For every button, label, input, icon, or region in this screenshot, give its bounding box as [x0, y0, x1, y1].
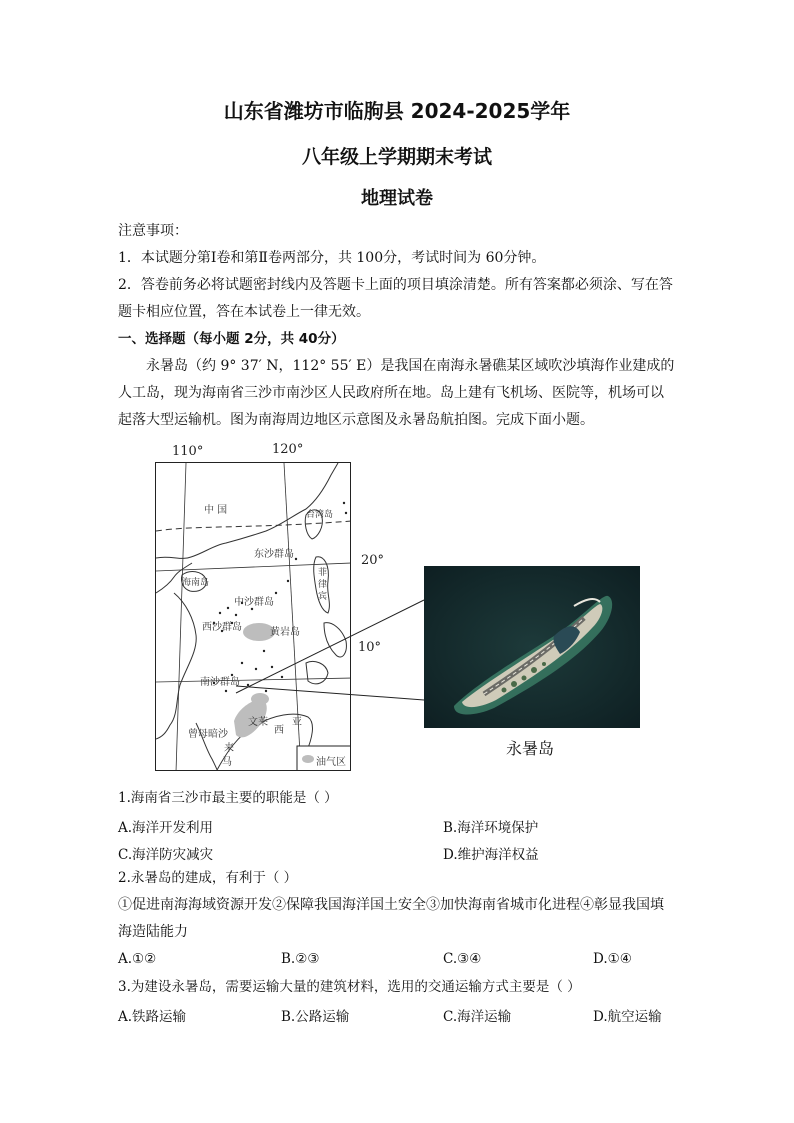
- label-malaysia-c: 西: [274, 725, 284, 736]
- label-zengmu: 曾母暗沙: [188, 729, 228, 740]
- label-dongsha: 东沙群岛: [254, 549, 294, 560]
- yongshu-island-photo: [424, 566, 640, 728]
- lon-120-label: 120°: [272, 442, 304, 457]
- lat-10-label: 10°: [358, 640, 382, 655]
- label-taiwan: 台湾岛: [306, 510, 334, 520]
- q2-option-c[interactable]: C.③④: [443, 951, 482, 967]
- q2-statements-a: ①促进南海海域资源开发②保障我国海洋国土安全③加快海南省城市化进程④彰显我国填: [118, 897, 664, 913]
- lat-20-label: 20°: [361, 553, 385, 568]
- label-malaysia-a: 马: [222, 757, 232, 768]
- q2-option-b[interactable]: B.②③: [281, 951, 320, 967]
- exam-title-line2: 八年级上学期期末考试: [301, 146, 492, 168]
- q2-option-d[interactable]: D.①④: [593, 951, 632, 967]
- label-zhongsha: 中沙群岛: [234, 597, 274, 608]
- q2-option-a[interactable]: A.①②: [118, 951, 157, 967]
- label-china: 中 国: [204, 505, 228, 516]
- q1-stem: 1.海南省三沙市最主要的职能是（ ）: [118, 790, 338, 806]
- q1-option-c[interactable]: C.海洋防灾减灾: [118, 847, 214, 863]
- q3-option-d[interactable]: D.航空运输: [593, 1009, 662, 1025]
- q2-stem: 2.永暑岛的建成，有利于（ ）: [118, 870, 298, 886]
- label-nansha: 南沙群岛: [200, 677, 240, 688]
- q3-option-b[interactable]: B.公路运输: [281, 1009, 350, 1025]
- q1-option-b[interactable]: B.海洋环境保护: [443, 820, 539, 836]
- label-philippines: 菲律宾: [318, 568, 328, 602]
- exam-title-line1: 山东省潍坊市临朐县 2024-2025学年: [223, 99, 571, 123]
- label-huangyan: 黄岩岛: [270, 627, 300, 638]
- island-aerial-image: [424, 566, 640, 728]
- q3-option-a[interactable]: A.铁路运输: [118, 1009, 187, 1025]
- q2-statements-b: 海造陆能力: [118, 924, 188, 940]
- notice-heading: 注意事项：: [118, 223, 188, 239]
- q3-stem: 3.为建设永暑岛，需要运输大量的建筑材料，选用的交通运输方式主要是（ ）: [118, 979, 581, 995]
- q1-option-a[interactable]: A.海洋开发利用: [118, 820, 214, 836]
- label-xisha: 西沙群岛: [202, 622, 242, 633]
- q3-option-c[interactable]: C.海洋运输: [443, 1009, 512, 1025]
- photo-caption: 永暑岛: [506, 739, 555, 758]
- passage-line-1: 永暑岛（约 9° 37′ N，112° 55′ E）是我国在南海永暑礁某区域吹沙填海作业建成的: [146, 358, 675, 374]
- label-malaysia-b: 来: [224, 743, 234, 754]
- q1-option-d[interactable]: D.维护海洋权益: [443, 847, 539, 863]
- notice-item-2b: 题卡相应位置，答在本试卷上一律无效。: [118, 304, 370, 320]
- passage-line-3: 起落大型运输机。图为南海周边地区示意图及永暑岛航拍图。完成下面小题。: [118, 412, 594, 428]
- notice-item-2a: 2．答卷前务必将试题密封线内及答题卡上面的项目填涂清楚。所有答案都必须涂、写在答: [118, 277, 673, 293]
- exam-title-line3: 地理试卷: [361, 188, 433, 209]
- label-wenlai: 文莱: [248, 717, 268, 728]
- label-malaysia-d: 亚: [292, 717, 302, 728]
- section-heading: 一、选择题（每小题 2分，共 40分）: [118, 331, 345, 347]
- passage-line-2: 人工岛，现为海南省三沙市南沙区人民政府所在地。岛上建有飞机场、医院等，机场可以: [118, 385, 664, 401]
- lon-110-label: 110°: [172, 444, 204, 459]
- legend-oil-gas: 油气区: [316, 757, 346, 768]
- label-hainan: 海南岛: [182, 578, 210, 588]
- notice-item-1: 1．本试题分第Ⅰ卷和第Ⅱ卷两部分，共 100分，考试时间为 60分钟。: [118, 250, 546, 266]
